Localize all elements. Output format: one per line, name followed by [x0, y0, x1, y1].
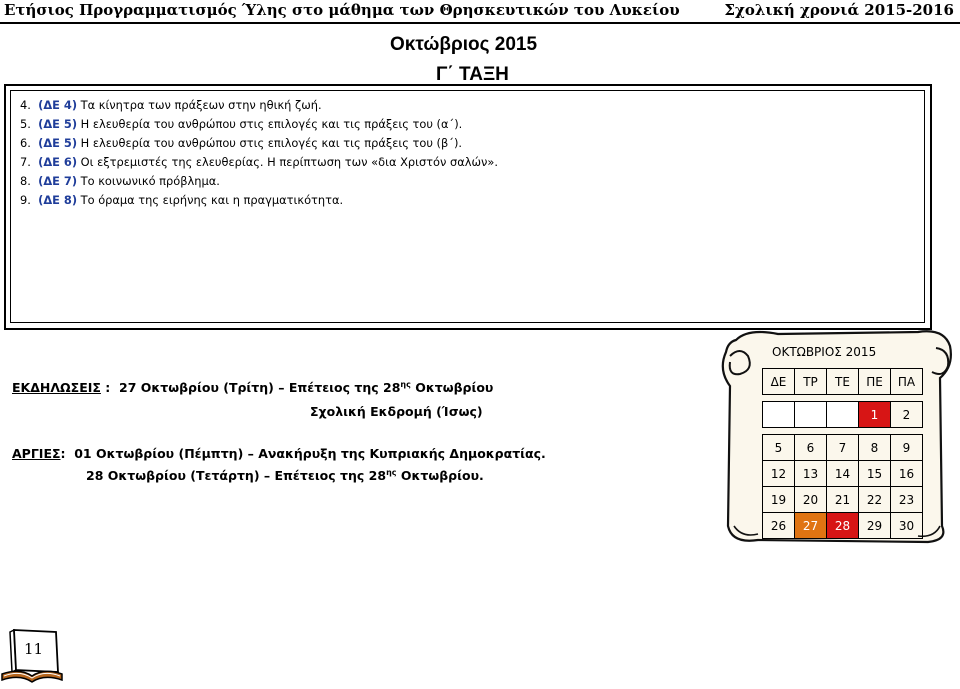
calendar-day: 12 — [763, 461, 795, 487]
class-title: Γ΄ ΤΑΞΗ — [436, 64, 509, 85]
calendar-day: 6 — [795, 435, 827, 461]
calendar-day: 23 — [891, 487, 923, 513]
holidays-line-2 — [86, 468, 484, 483]
topic-ref: (ΔΕ 5) — [38, 117, 78, 131]
calendar-day-holiday: 1 — [859, 402, 891, 428]
holidays-text: 01 Οκτωβρίου (Πέμπτη) – Ανακήρυξη της Κυπριακής Δημοκρατίας. — [74, 446, 546, 461]
calendar-week — [763, 461, 923, 487]
calendar-day: 19 — [763, 487, 795, 513]
events-label: ΕΚΔΗΛΩΣΕΙΣ — [12, 380, 101, 396]
holidays-line-1: ΑΡΓΙΕΣ: 01 Οκτωβρίου (Πέμπτη) – Ανακήρυξη της Κυπριακής Δημοκρατίας. — [12, 446, 546, 461]
calendar-day: 7 — [827, 435, 859, 461]
topic-text: Τα κίνητρα των πράξεων στην ηθική ζωή. — [80, 98, 322, 112]
calendar-title: ΟΚΤΩΒΡΙΟΣ 2015 — [772, 345, 877, 359]
topic-ref: (ΔΕ 4) — [38, 98, 78, 112]
calendar-day: 26 — [763, 513, 795, 539]
calendar-day: 14 — [827, 461, 859, 487]
topic-item — [20, 115, 498, 134]
header-school-year: Σχολική χρονιά 2015-2016 — [724, 1, 954, 19]
topic-item — [20, 172, 498, 191]
weekday-header: ΤΕ — [827, 369, 859, 395]
calendar-day: 20 — [795, 487, 827, 513]
topic-text: Το κοινωνικό πρόβλημα. — [80, 174, 220, 188]
calendar-day-empty — [795, 402, 827, 428]
weekday-header: ΤΡ — [795, 369, 827, 395]
events-line-1: ΕΚΔΗΛΩΣΕΙΣ : 27 Οκτωβρίου (Τρίτη) – Επέτειος της $28^{\eta\varsigma}$ Οκτωβρίου — [12, 380, 494, 396]
topic-text: Το όραμα της ειρήνης και η πραγματικότητα. — [80, 193, 344, 207]
calendar-day: 13 — [795, 461, 827, 487]
holidays-text: 28 Οκτωβρίου (Τετάρτη) – Επέτειος της 28 — [86, 468, 387, 484]
topic-number: 5. — [20, 117, 31, 131]
weekday-header: ΔΕ — [763, 369, 795, 395]
calendar-header-row — [763, 369, 923, 395]
weekday-header: ΠΑ — [891, 369, 923, 395]
calendar-day-empty — [763, 402, 795, 428]
calendar-day-empty — [827, 402, 859, 428]
calendar-day: 5 — [763, 435, 795, 461]
calendar-week — [763, 402, 923, 428]
events-text-end: Οκτωβρίου — [415, 380, 494, 396]
page-number: 11 — [24, 640, 44, 658]
calendar-week — [763, 487, 923, 513]
calendar-day: 2 — [891, 402, 923, 428]
calendar-week — [763, 435, 923, 461]
topic-number: 7. — [20, 155, 31, 169]
ordinal-suffix: ης — [400, 380, 411, 389]
topic-number: 8. — [20, 174, 31, 188]
weekday-header: ΠΕ — [859, 369, 891, 395]
topics-list — [20, 96, 498, 210]
topic-text: Η ελευθερία του ανθρώπου στις επιλογές και τις πράξεις του (β΄). — [80, 136, 463, 150]
topic-ref: (ΔΕ 5) — [38, 136, 78, 150]
topic-number: 9. — [20, 193, 31, 207]
topic-ref: (ΔΕ 6) — [38, 155, 78, 169]
calendar-day-event: 27 — [795, 513, 827, 539]
calendar-day: 8 — [859, 435, 891, 461]
topic-item — [20, 134, 498, 153]
events-line-2: Σχολική Εκδρομή (Ίσως) — [310, 404, 483, 419]
calendar-day: 9 — [891, 435, 923, 461]
calendar-day: 29 — [859, 513, 891, 539]
topic-number: 6. — [20, 136, 31, 150]
holidays-text-end: Οκτωβρίου. — [400, 468, 484, 484]
ordinal-suffix: ης — [386, 468, 397, 477]
topic-text: Οι εξτρεμιστές της ελευθερίας. Η περίπτωση των «δια Χριστόν σαλών». — [80, 155, 498, 169]
topic-ref: (ΔΕ 8) — [38, 193, 78, 207]
holidays-label: ΑΡΓΙΕΣ — [12, 446, 61, 461]
topic-item — [20, 96, 498, 115]
topic-text: Η ελευθερία του ανθρώπου στις επιλογές και τις πράξεις του (α΄). — [80, 117, 463, 131]
calendar-grid — [762, 368, 923, 539]
calendar-day: 21 — [827, 487, 859, 513]
calendar-day: 30 — [891, 513, 923, 539]
topic-ref: (ΔΕ 7) — [38, 174, 78, 188]
topic-item — [20, 153, 498, 172]
events-text: 27 Οκτωβρίου (Τρίτη) – Επέτειος της 28 — [119, 380, 401, 396]
calendar-week — [763, 513, 923, 539]
topic-item — [20, 191, 498, 210]
calendar-day: 15 — [859, 461, 891, 487]
topic-number: 4. — [20, 98, 31, 112]
header-title: Ετήσιος Προγραμματισμός Ύλης στο μάθημα των Θρησκευτικών του Λυκείου — [4, 1, 680, 19]
calendar-day-holiday: 28 — [827, 513, 859, 539]
calendar-day: 16 — [891, 461, 923, 487]
calendar-day: 22 — [859, 487, 891, 513]
header-divider — [0, 22, 960, 24]
month-title: Οκτώβριος 2015 — [390, 34, 538, 55]
